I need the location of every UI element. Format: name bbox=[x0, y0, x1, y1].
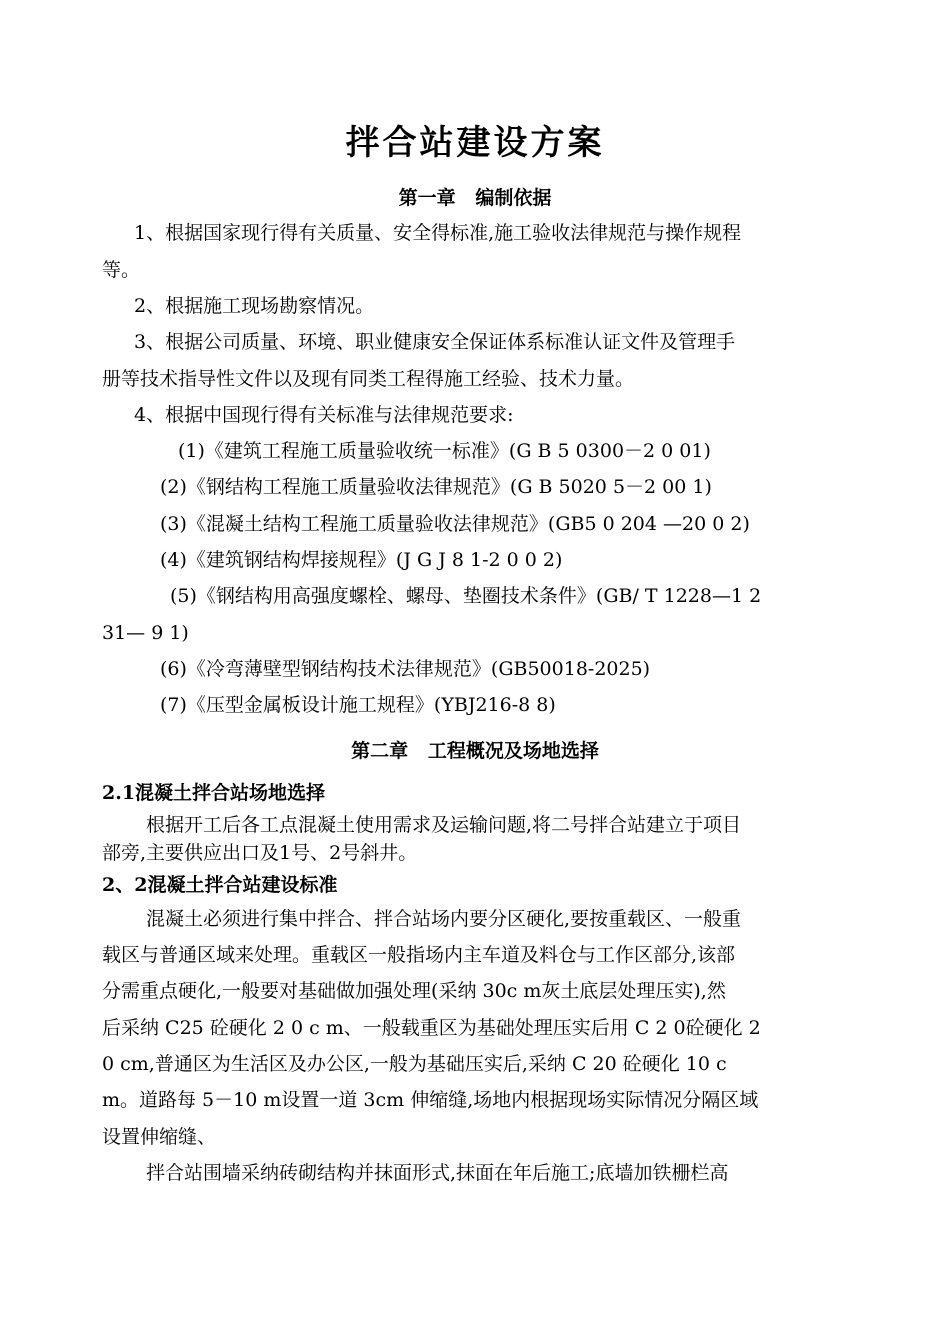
document-title: 拌合站建设方案 bbox=[345, 123, 605, 163]
standard-item: (6)《冷弯薄壁型钢结构技术法律规范》(GB50018-2025) bbox=[160, 658, 651, 680]
paragraph-line: 4、根据中国现行得有关标准与法律规范要求: bbox=[134, 404, 514, 426]
paragraph-line: 设置伸缩缝、 bbox=[102, 1126, 217, 1148]
standard-item: (2)《钢结构工程施工质量验收法律规范》(G B 5020 5－2 00 1) bbox=[160, 476, 712, 498]
paragraph-line: 混凝土必须进行集中拌合、拌合站场内要分区硬化,要按重载区、一般重 bbox=[146, 908, 742, 930]
paragraph-line: m。道路每 5－10 m设置一道 3cm 伸缩缝,场地内根据现场实际情况分隔区域 bbox=[102, 1089, 759, 1111]
paragraph-line: 册等技术指导性文件以及现有同类工程得施工经验、技术力量。 bbox=[102, 368, 635, 390]
paragraph-line: 0 cm,普通区为生活区及办公区,一般为基础压实后,采纳 C 20 砼硬化 10 c bbox=[102, 1053, 727, 1075]
standard-item: (3)《混凝土结构工程施工质量验收法律规范》(GB5 0 204 —20 0 2) bbox=[160, 513, 750, 535]
paragraph-line: 2、根据施工现场勘察情况。 bbox=[134, 295, 375, 317]
paragraph-line: 根据开工后各工点混凝土使用需求及运输问题,将二号拌合站建立于项目 bbox=[146, 814, 742, 836]
paragraph-line: 等。 bbox=[102, 259, 141, 281]
paragraph-line: 分需重点硬化,一般要对基础做加强处理(采纳 30c m灰土底层处理压实),然 bbox=[102, 980, 726, 1002]
chapter-1-heading: 第一章 编制依据 bbox=[398, 187, 552, 209]
paragraph-line: 3、根据公司质量、环境、职业健康安全保证体系标准认证文件及管理手 bbox=[134, 331, 736, 353]
chapter-2-heading: 第二章 工程概况及场地选择 bbox=[351, 740, 599, 762]
standard-item: (7)《压型金属板设计施工规程》(YBJ216-8 8) bbox=[160, 694, 556, 716]
paragraph-line: 1、根据国家现行得有关质量、安全得标准,施工验收法律规范与操作规程 bbox=[134, 222, 742, 244]
section-2-2-heading: 2、2混凝土拌合站建设标准 bbox=[102, 874, 338, 896]
standard-item: (1)《建筑工程施工质量验收统一标准》(G B 5 0300－2 0 01) bbox=[178, 440, 711, 462]
standard-item-continued: 31— 9 1) bbox=[102, 622, 189, 644]
paragraph-line: 拌合站围墙采纳砖砌结构并抹面形式,抹面在年后施工;底墙加铁栅栏高 bbox=[146, 1162, 729, 1184]
section-2-1-heading: 2.1混凝土拌合站场地选择 bbox=[102, 782, 326, 804]
paragraph-line: 后采纳 C25 砼硬化 2 0 c m、一般载重区为基础处理压实后用 C 2 0砼硬化 2 bbox=[102, 1017, 761, 1039]
paragraph-line: 部旁,主要供应出口及1号、2号斜井。 bbox=[102, 842, 418, 864]
standard-item: (4)《建筑钢结构焊接规程》(J G J 8 1-2 0 0 2) bbox=[160, 549, 563, 571]
standard-item: (5)《钢结构用高强度螺栓、螺母、垫圈技术条件》(GB/ T 1228—1 2 bbox=[170, 585, 762, 607]
paragraph-line: 载区与普通区域来处理。重载区一般指场内主车道及料仓与工作区部分,该部 bbox=[102, 944, 736, 966]
